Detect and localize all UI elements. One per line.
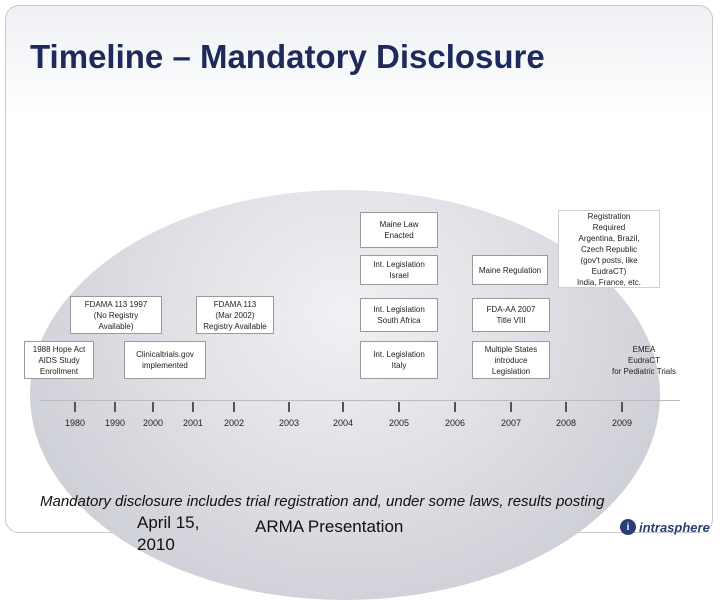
event-fdaaa-2007: FDA-AA 2007 Title VIII bbox=[472, 298, 550, 332]
intrasphere-logo bbox=[620, 518, 710, 536]
year-label: 2006 bbox=[444, 418, 466, 428]
event-multiple-states: Multiple States introduce Legislation bbox=[472, 341, 550, 379]
year-tick bbox=[342, 402, 344, 412]
year-label: 2004 bbox=[332, 418, 354, 428]
year-label: 1990 bbox=[104, 418, 126, 428]
event-intl-legislation-israel: Int. Legislation Israel bbox=[360, 255, 438, 285]
event-fdama-2002: FDAMA 113 (Mar 2002) Registry Available bbox=[196, 296, 274, 334]
year-tick bbox=[288, 402, 290, 412]
event-intl-legislation-italy: Int. Legislation Italy bbox=[360, 341, 438, 379]
year-tick bbox=[565, 402, 567, 412]
slide-title: Timeline – Mandatory Disclosure bbox=[30, 38, 545, 75]
year-tick bbox=[621, 402, 623, 412]
year-label: 2003 bbox=[278, 418, 300, 428]
logo-text: intrasphere bbox=[639, 519, 710, 535]
event-fdama-1997: FDAMA 113 1997 (No Registry Available) bbox=[70, 296, 162, 334]
year-label: 2000 bbox=[142, 418, 164, 428]
event-maine-regulation: Maine Regulation bbox=[472, 255, 548, 285]
event-hope-act: 1988 Hope Act AIDS Study Enrollment bbox=[24, 341, 94, 379]
year-label: 2008 bbox=[555, 418, 577, 428]
year-tick bbox=[233, 402, 235, 412]
slide-caption: Mandatory disclosure includes trial registration and, under some laws, results posting bbox=[40, 493, 605, 510]
year-label: 2002 bbox=[223, 418, 245, 428]
year-tick bbox=[454, 402, 456, 412]
year-tick bbox=[152, 402, 154, 412]
timeline-axis bbox=[40, 400, 680, 401]
event-clinicaltrials-gov: Clinicaltrials.gov implemented bbox=[124, 341, 206, 379]
year-tick bbox=[398, 402, 400, 412]
event-maine-law: Maine Law Enacted bbox=[360, 212, 438, 248]
year-tick bbox=[114, 402, 116, 412]
event-emea-eudract: EMEA EudraCT for Pediatric Trials bbox=[611, 344, 677, 376]
year-label: 1980 bbox=[64, 418, 86, 428]
year-tick bbox=[192, 402, 194, 412]
year-label: 2005 bbox=[388, 418, 410, 428]
year-label: 2001 bbox=[182, 418, 204, 428]
year-label: 2009 bbox=[611, 418, 633, 428]
footer-presentation-name: ARMA Presentation bbox=[255, 517, 404, 536]
footer-date: April 15, 2010 bbox=[137, 513, 200, 554]
year-tick bbox=[74, 402, 76, 412]
event-intl-legislation-south-africa: Int. Legislation South Africa bbox=[360, 298, 438, 332]
event-registration-required: Registration Required Argentina, Brazil, Czech Republic (gov't posts, like EudraCT) India, France, etc. bbox=[558, 210, 660, 288]
logo-mark-icon: i bbox=[620, 519, 636, 535]
year-label: 2007 bbox=[500, 418, 522, 428]
year-tick bbox=[510, 402, 512, 412]
